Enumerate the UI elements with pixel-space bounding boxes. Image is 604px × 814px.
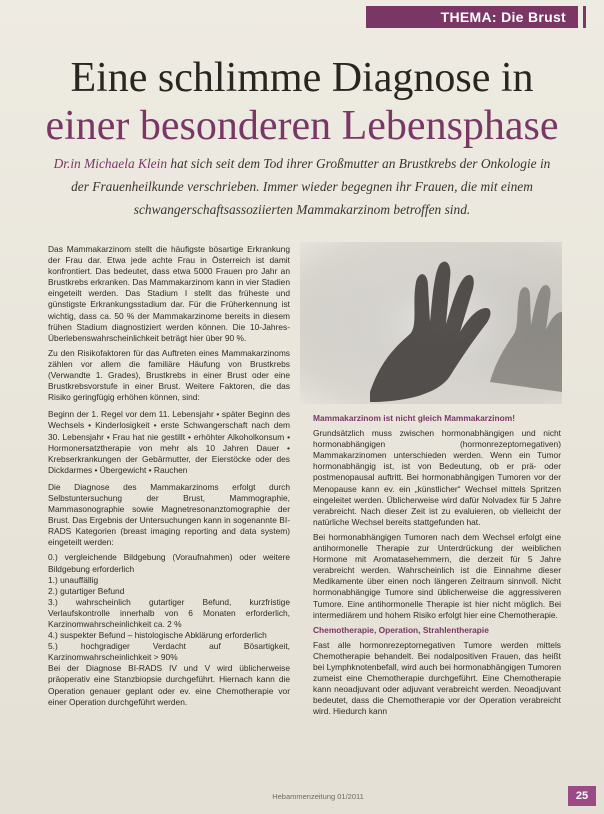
headline-line-2: einer besonderen Lebensphase bbox=[45, 103, 559, 149]
headline-line-1: Eine schlimme Diagnose in bbox=[70, 55, 534, 101]
hand-silhouette-image bbox=[300, 242, 562, 404]
left-paragraph-3: Die Diagnose des Mammakarzinoms erfolgt durch Selbstuntersuchung der Brust, Mammographie, Mammasonographie sowie Magnetresonanztomographie der Brust. Das Ergebnis der Untersuchungen kann in sogenannte BI-RADS Kategorien (breast imaging reporting and data system) eingeteilt werden: bbox=[48, 481, 290, 548]
birads-item: 4.) suspekter Befund – histologische Abklärung erforderlich bbox=[48, 630, 267, 641]
left-paragraph-1: Das Mammakarzinom stellt die häufigste bösartige Erkrankung der Frau dar. Etwa jede achte Frau in Österreich ist damit konfrontiert. Das bedeutet, dass etwa 5000 Frauen pro Jahr an Brustkrebs erkranken. Das Mammakarzinom kann in vier Stadien eingeteilt werden. Das Stadium I stellt das früheste und günstigste Erkrankungsstadium dar. Für die Früherkennung ist wichtig, dass ca. 50 % der Mammakarzinome bereits in diesem frühen Stadium diagnostiziert werden können. Die 10-Jahres-Überlebenswahrscheinlichkeit beträgt hier über 90 %. bbox=[48, 244, 290, 343]
birads-item: 0.) vergleichende Bildgebung (Voraufnahmen) oder weitere Bildgebung erforderlich bbox=[48, 552, 290, 574]
article-lead bbox=[44, 152, 560, 221]
lead-text: hat sich seit dem Tod ihrer Großmutter an Brustkrebs der Onkologie in der Frauenheilkunde verschrieben. Immer wieder begegnen ihr Frauen, die mit einem schwangerschaftsassoziierten Mammakarzinom betroffen sind. bbox=[71, 156, 551, 217]
page-number: 25 bbox=[575, 790, 589, 802]
right-text-column bbox=[313, 413, 561, 721]
left-text-column bbox=[48, 244, 290, 712]
section-rubric-label: THEMA: Die Brust bbox=[440, 9, 566, 25]
right-paragraph-1: Grundsätzlich muss zwischen hormonabhängigen und nicht hormonabhängigen (hormonrezeptornegativen) Mammakarzinomen unterschieden werden. Wenn ein Tumor hormonabhängig ist, ist von Bedeutung, ob er prä- oder postmenopausal auftritt. Bei hormonabhängigen Tumoren vor der Menopause kann ev. ein „künstlicher“ Wechsel mittels Spritzen eingeleitet werden. Üblicherweise wird dafür Nolvadex für 5 Jahre verabreicht. Nach dieser Zeit ist zu evaluieren, ob vielleicht der natürliche Wechsel bereits stattgefunden hat. bbox=[313, 428, 561, 527]
article-photo bbox=[300, 242, 562, 404]
subheading-therapie: Chemotherapie, Operation, Strahlentherapie bbox=[313, 624, 489, 635]
birads-item: 5.) hochgradiger Verdacht auf Bösartigkeit, Karzinomwahrscheinlichkeit > 90% bbox=[48, 641, 290, 663]
right-paragraph-2: Bei hormonabhängigen Tumoren nach dem Wechsel erfolgt eine antihormonelle Therapie zur Unterdrückung der weiblichen Hormone mit Aromatasehemmern, die derzeit für 5 Jahre verabreicht werden. Wahrscheinlich ist die Einnahme dieser Medikamente über einen noch längeren Zeitraum sinnvoll. Nicht hormonabhängige Tumore sind üblicherweise die aggressiveren Tumore. Eine antihormonelle Therapie ist hier nicht möglich. Bei intermediärem und hohem Risiko erfolgt hier eine Chemotherapie. bbox=[313, 531, 561, 620]
left-paragraph-2: Zu den Risikofaktoren für das Auftreten eines Mammakarzinoms zählen vor allem die familiäre Häufung von Brustkrebs (Verwandte 1. Grades), Brustkrebs in einer Brust oder eine Brustkrebsvorstufe in einer Brust. Weitere Faktoren, die das Risiko geringfügig erhöhen können, sind: bbox=[48, 347, 290, 403]
article-headline bbox=[30, 54, 574, 150]
birads-item: 2.) gutartiger Befund bbox=[48, 585, 125, 596]
left-paragraph-4: Bei der Diagnose BI-RADS IV und V wird üblicherweise präoperativ eine Stanzbiopsie durchgeführt. Hiernach kann die Operation genauer geplant oder ev. eine Chemotherapie vor einer Operation durchgeführt werden. bbox=[48, 663, 290, 707]
section-rubric bbox=[366, 6, 578, 28]
footer-publication: Hebammenzeitung 01/2011 bbox=[272, 792, 364, 801]
page-number-badge bbox=[568, 786, 596, 806]
birads-list bbox=[48, 552, 290, 663]
rubric-edge-divider bbox=[583, 6, 586, 28]
birads-item: 3.) wahrscheinlich gutartiger Befund, kurzfristige Verlaufskontrolle innerhalb von 6 Monaten erforderlich, Karzinomwahrscheinlichkeit ca. 2 % bbox=[48, 596, 290, 629]
subheading-mammakarzinom: Mammakarzinom ist nicht gleich Mammakarzinom! bbox=[313, 413, 515, 423]
birads-item: 1.) unauffällig bbox=[48, 574, 99, 585]
right-paragraph-3: Fast alle hormonrezeptornegativen Tumore werden mittels Chemotherapie behandelt. Bei nodalpositiven Frauen, das heißt bei Lymphknotenbefall, wird auch bei hormonabhängigen Tumoren zumeist eine Chemotherapie durchgeführt. Eine Chemotherapie kann neoadjuvant oder adjuvant verabreicht werden. Neoadjuvant bedeutet, dass die Chemotherapie vor der Operation verabreicht wird. Hiedurch kann bbox=[313, 639, 561, 717]
lead-author: Dr.in Michaela Klein bbox=[53, 156, 168, 171]
risk-factor-list: Beginn der 1. Regel vor dem 11. Lebensjahr • später Beginn des Wechsels • Kinderlosigkeit • erste Schwangerschaft nach dem 30. Lebensjahr • Frau hat nie gestillt • erhöhter Alkoholkonsum • Hormonersatztherapie von mehr als 10 Jahren Dauer • Krebserkrankungen der Gebärmutter, der Eierstöcke oder des Dickdarmes • Übergewicht • Rauchen bbox=[48, 409, 290, 475]
